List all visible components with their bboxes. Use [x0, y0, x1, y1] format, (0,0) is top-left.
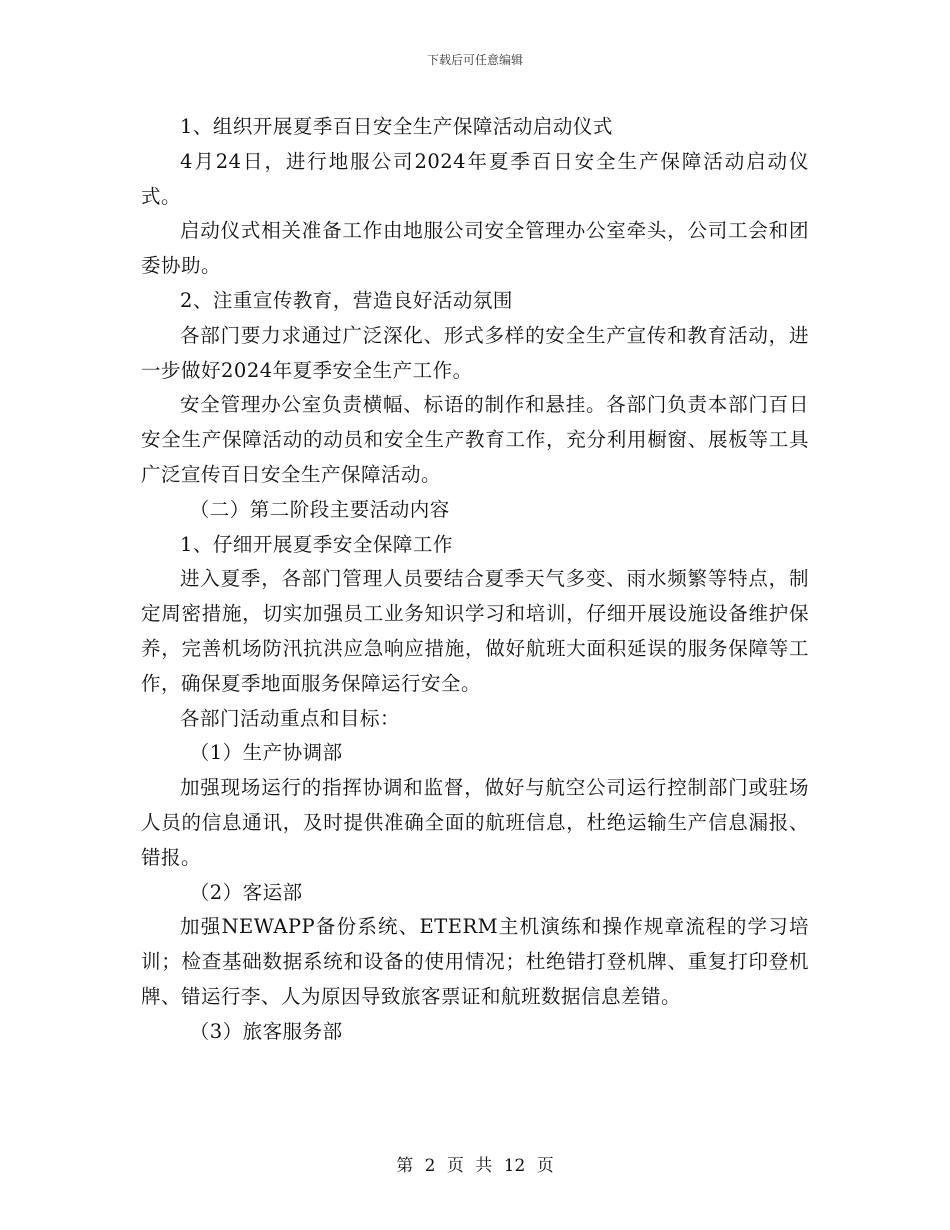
paragraph-1: 1、组织开展夏季百日安全生产保障活动启动仪式 — [180, 115, 613, 138]
subheading-production-coordination: （1）生产协调部 — [189, 741, 343, 765]
paragraph-12: 加强现场运行的指挥协调和监督，做好与航空公司运行控制部门或驻场人员的信息通讯，及时提供准确全面的航班信息，杜绝运输生产信息漏报、错报。 — [141, 776, 809, 869]
paragraph-10: 各部门活动重点和目标： — [180, 706, 401, 730]
paragraph-8: 1、仔细开展夏季安全保障工作 — [180, 532, 453, 556]
paragraph-5: 各部门要力求通过广泛深化、形式多样的安全生产宣传和教育活动，进一步做好2024年夏季安全生产工作。 — [141, 323, 809, 382]
page-footer: 第 2 页 共 12 页 — [396, 1156, 554, 1176]
paragraph-2: 4月24日，进行地服公司2024年夏季百日安全生产保障活动启动仪式。 — [141, 149, 809, 208]
page-header: 下载后可任意编辑 — [426, 53, 523, 67]
paragraph-9: 进入夏季，各部门管理人员要结合夏季天气多变、雨水频繁等特点，制定周密措施，切实加强员工业务知识学习和培训，仔细开展设施设备维护保养，完善机场防汛抗洪应急响应措施，做好航班大面积延误的服务保障等工作，确保夏季地面服务保障运行安全。 — [141, 567, 809, 695]
subheading-passenger-service: （3）旅客服务部 — [189, 1019, 343, 1043]
subheading-passenger-transport: （2）客运部 — [189, 880, 303, 904]
paragraph-4: 2、注重宣传教育，营造良好活动氛围 — [180, 288, 513, 312]
document-body — [141, 110, 809, 1050]
paragraph-3: 启动仪式相关准备工作由地服公司安全管理办公室牵头，公司工会和团委协助。 — [141, 219, 809, 278]
paragraph-14: 加强NEWAPP备份系统、ETERM主机演练和操作规章流程的学习培训；检查基础数据系统和设备的使用情况；杜绝错打登机牌、重复打印登机牌、错运行李、人为原因导致旅客票证和航班数据信息差错。 — [141, 915, 809, 1008]
paragraph-6: 安全管理办公室负责横幅、标语的制作和悬挂。各部门负责本部门百日安全生产保障活动的动员和安全生产教育工作，充分利用橱窗、展板等工具广泛宣传百日安全生产保障活动。 — [141, 393, 809, 486]
section-heading-2: （二）第二阶段主要活动内容 — [189, 497, 450, 521]
